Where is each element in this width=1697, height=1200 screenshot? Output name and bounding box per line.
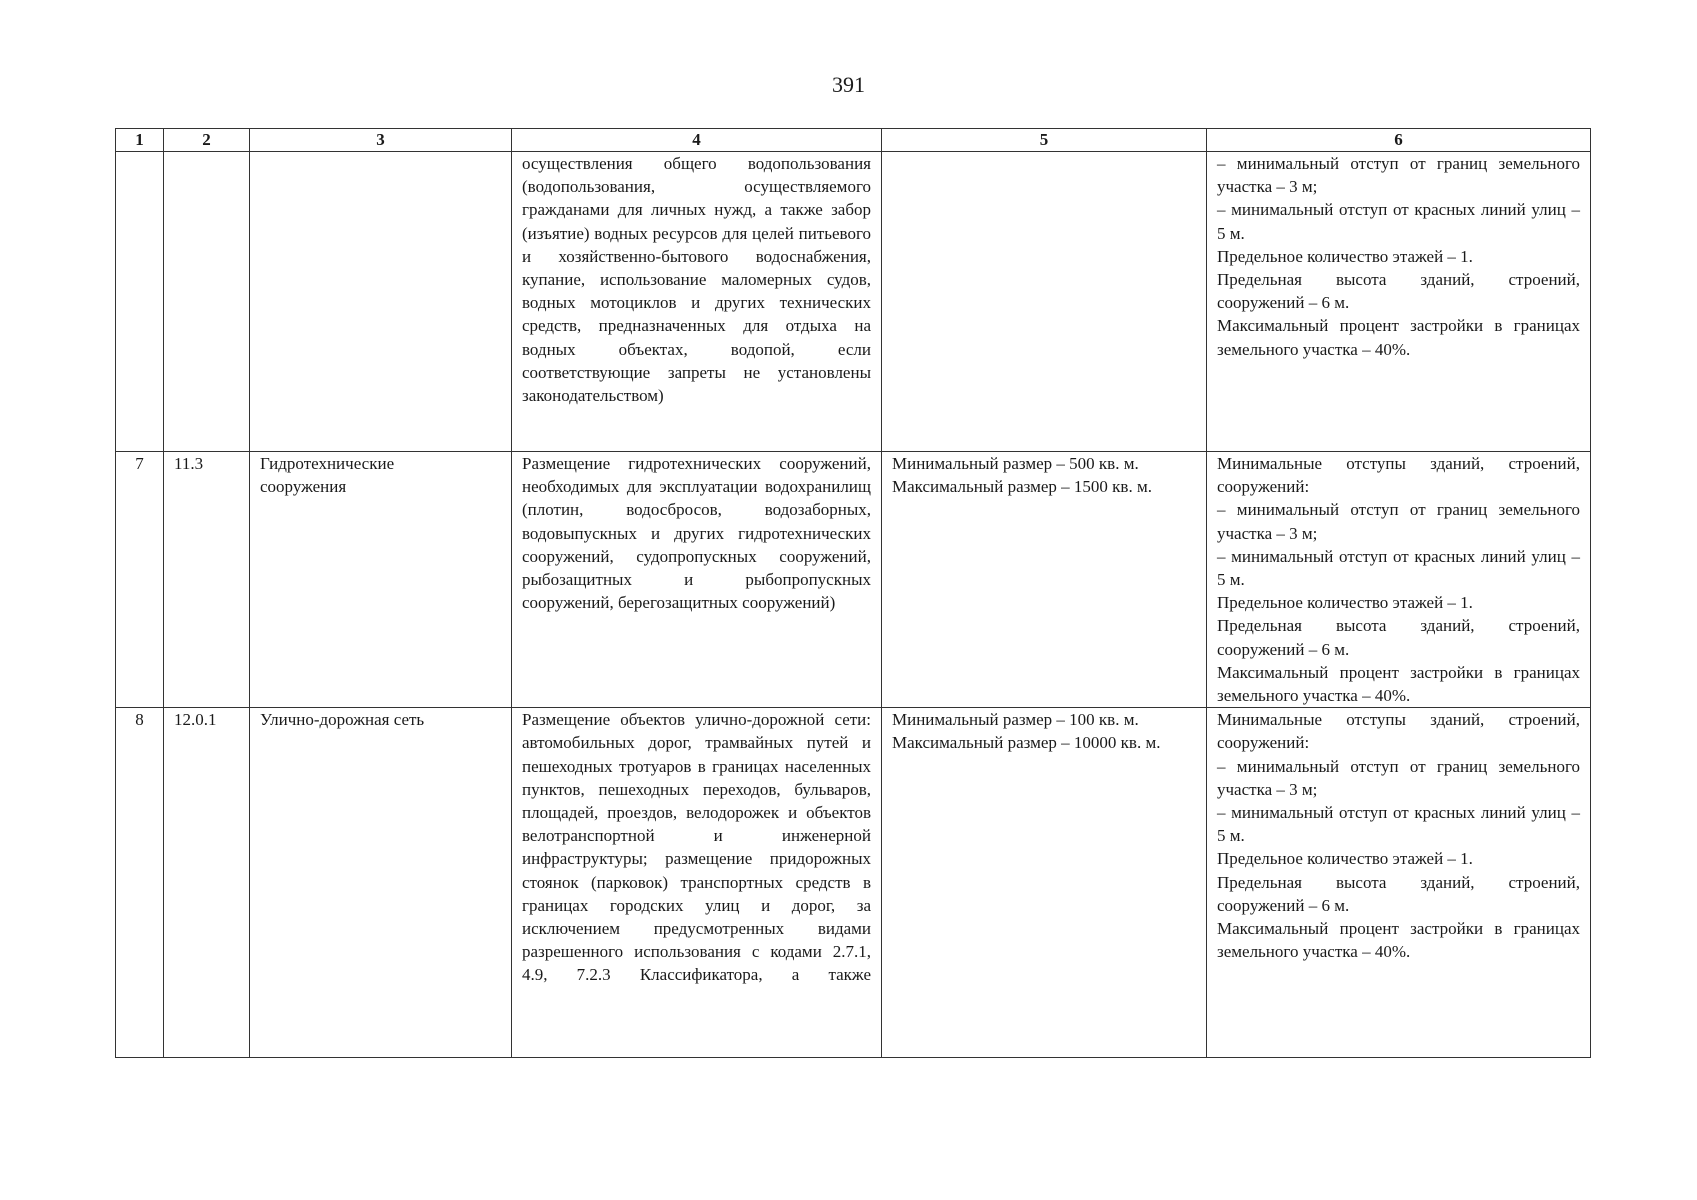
param-line: Предельное количество этажей – 1. [1217, 593, 1473, 613]
row-code [164, 152, 250, 452]
column-header: 1 [116, 129, 164, 152]
row-params [1207, 152, 1591, 452]
row-description [512, 452, 882, 708]
column-header: 4 [512, 129, 882, 152]
param-line: – минимальный отступ от красных линий улиц – 5 м. [1217, 546, 1580, 590]
land-use-table [115, 128, 1591, 1058]
row-number [116, 152, 164, 452]
row-name: Гидротехнические сооружения [250, 452, 512, 708]
page-number: 391 [832, 72, 865, 97]
row-size [882, 152, 1207, 452]
param-line: Минимальные отступы зданий, строений, сооружений: [1217, 710, 1580, 753]
param-line: Предельная высота зданий, строений, сооружений – 6 м. [1217, 872, 1580, 915]
param-line: Максимальный процент застройки в границах земельного участка – 40%. [1217, 316, 1580, 359]
param-line: Предельная высота зданий, строений, сооружений – 6 м. [1217, 616, 1580, 659]
description-text: осуществления общего водопользования (водопользования, осуществляемого гражданами для личных нужд, а также забор (изъятие) водных ресурсов для целей питьевого и хозяйственно-бытового водоснабжения, купание, использование маломерных судов, водных мотоциклов и других технических средств, предназначенных для отдыха на водных объектах, водопой, если соответствующие запреты не установлены законодательством) [522, 154, 871, 406]
table-row [116, 452, 1591, 708]
param-line: – минимальный отступ от границ земельного участка – 3 м; [1217, 154, 1580, 197]
row-params [1207, 452, 1591, 708]
description-text: Размещение гидротехнических сооружений, необходимых для эксплуатации водохранилищ (плотин, водосбросов, водозаборных, водовыпускных и других гидротехнических сооружений, судопропускных сооружений, рыбозащитных и рыбопропускных сооружений, берегозащитных сооружений) [522, 454, 871, 613]
table-row [116, 708, 1591, 1058]
row-name [250, 152, 512, 452]
row-params [1207, 708, 1591, 1058]
table-header-row [116, 129, 1591, 152]
column-header: 3 [250, 129, 512, 152]
row-description [512, 708, 882, 1058]
param-line: – минимальный отступ от красных линий улиц – 5 м. [1217, 803, 1580, 846]
param-line: Максимальный процент застройки в границах земельного участка – 40%. [1217, 662, 1580, 706]
row-size [882, 452, 1207, 708]
param-line: – минимальный отступ от красных линий улиц – 5 м. [1217, 200, 1580, 243]
description-text: Размещение объектов улично-дорожной сети: автомобильных дорог, трамвайных путей и пешеходных тротуаров в границах населенных пунктов, пешеходных переходов, бульваров, площадей, проездов, велодорожек и объектов велотранспортной и инженерной инфраструктуры; размещение придорожных стоянок (парковок) транспортных средств в границах городских улиц и дорог, за исключением предусмотренных видами разрешенного использования с кодами 2.7.1, 4.9, 7.2.3 Классификатора, а также [522, 710, 871, 985]
param-line: Предельное количество этажей – 1. [1217, 246, 1473, 266]
size-max: Максимальный размер – 1500 кв. м. [892, 477, 1152, 497]
size-max: Максимальный размер – 10000 кв. м. [892, 733, 1161, 753]
param-line: Минимальные отступы зданий, строений, сооружений: [1217, 454, 1580, 497]
row-name: Улично-дорожная сеть [250, 708, 512, 1058]
param-line: – минимальный отступ от границ земельного участка – 3 м; [1217, 500, 1580, 543]
column-header: 2 [164, 129, 250, 152]
column-header: 5 [882, 129, 1207, 152]
row-description [512, 152, 882, 452]
row-number: 8 [116, 708, 164, 1058]
param-line: Максимальный процент застройки в границах земельного участка – 40%. [1217, 919, 1580, 962]
row-code: 12.0.1 [164, 708, 250, 1058]
param-line: Предельная высота зданий, строений, сооружений – 6 м. [1217, 270, 1580, 313]
size-min: Минимальный размер – 500 кв. м. [892, 454, 1139, 473]
row-size [882, 708, 1207, 1058]
row-number: 7 [116, 452, 164, 708]
row-code: 11.3 [164, 452, 250, 708]
table-row [116, 152, 1591, 452]
param-line: – минимальный отступ от границ земельного участка – 3 м; [1217, 756, 1580, 799]
size-min: Минимальный размер – 100 кв. м. [892, 710, 1139, 730]
column-header: 6 [1207, 129, 1591, 152]
param-line: Предельное количество этажей – 1. [1217, 849, 1473, 869]
